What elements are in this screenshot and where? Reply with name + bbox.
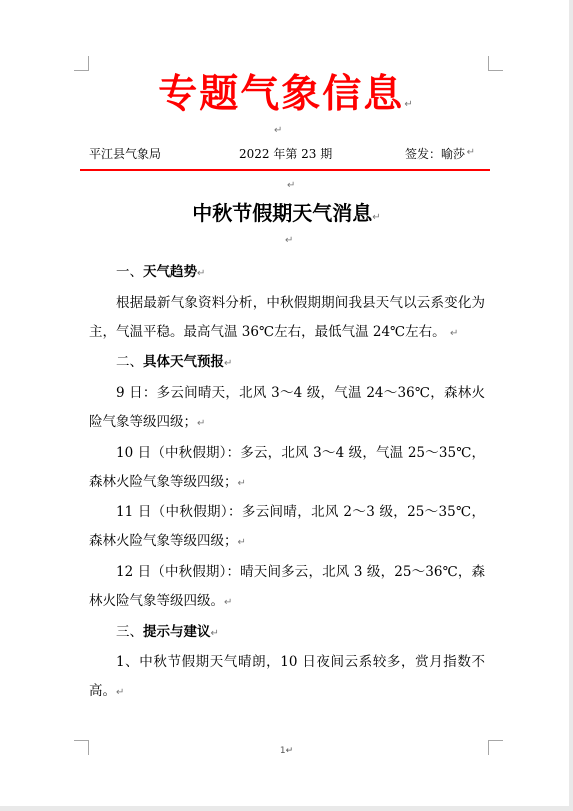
forecast-day-paragraph[interactable] [89,439,485,499]
paragraph-mark: ↵ [237,477,246,489]
section-heading-text: 具体天气预报 [143,354,224,371]
paragraph-mark: ↵ [449,327,459,339]
body-paragraph[interactable] [89,648,485,708]
paragraph-mark: ↵ [285,235,294,246]
body-paragraph[interactable] [89,289,485,349]
paragraph-text: 1、中秋节假期天气晴朗，10 日夜间云系较多，赏月指数不高。 [89,654,485,700]
paragraph-mark: ↵ [372,212,381,223]
issuer-text: 平江县气象局 [89,147,162,161]
document-title-text: 中秋节假期天气消息 [192,201,373,225]
forecast-day-paragraph[interactable] [89,379,485,439]
page-number-text: 1 [279,746,286,756]
forecast-day-paragraph[interactable] [89,498,485,558]
paragraph-mark: ↵ [285,746,294,756]
paragraph-mark: ↵ [224,358,233,370]
issue-number-text: 2022 年第 23 期 [239,147,333,161]
margin-corner-top-left [74,56,89,71]
section-heading[interactable] [89,618,485,649]
paragraph-mark: ↵ [237,537,246,549]
document-title[interactable] [0,200,573,231]
paragraph-text: 12 日（中秋假期）：晴天间多云，北风 3 级，25～36℃，森林火险气象等级四级。 [89,563,485,609]
issue-info-row[interactable] [89,145,485,161]
section-heading-text: 天气趋势 [143,264,197,280]
paragraph-mark: ↵ [197,268,206,279]
section-number: 二、 [116,354,143,371]
document-body[interactable] [89,258,485,708]
masthead-title-text: 专题气象信息 [158,72,405,117]
section-number: 一、 [116,264,143,280]
red-divider-line [80,169,490,171]
section-number: 三、 [116,623,143,640]
paragraph-mark: ↵ [404,99,415,110]
paragraph-text: 根据最新气象资料分析，中秋假期期间我县天气以云系变化为主，气温平稳。最高气温 36℃左右，最低气温 24℃左右。 [89,294,485,340]
page-number [0,746,573,756]
paragraph-text: 11 日（中秋假期）：多云间晴，北风 2～3 级，25～35℃，森林火险气象等级四级； [89,504,485,550]
paragraph-mark: ↵ [287,180,296,191]
paragraph-mark: ↵ [197,417,206,429]
paragraph-mark: ↵ [274,125,283,136]
paragraph-mark: ↵ [116,687,125,699]
paragraph-mark: ↵ [466,147,475,158]
section-heading-text: 提示与建议 [143,623,211,640]
paragraph-text: 9 日：多云间晴天，北风 3～4 级，气温 24～36℃，森林火险气象等级四级； [89,385,485,430]
section-heading[interactable] [89,348,485,379]
margin-corner-top-right [488,56,503,71]
paragraph-text: 10 日（中秋假期）：多云，北风 3～4 级，气温 25～35℃，森林火险气象等级四级； [89,444,485,490]
forecast-day-paragraph[interactable] [89,558,485,618]
section-heading[interactable] [89,258,485,289]
paragraph-mark: ↵ [224,596,233,608]
signer-text: 签发：喻莎 [404,147,465,161]
masthead-title[interactable] [0,70,573,130]
paragraph-mark: ↵ [210,627,219,639]
